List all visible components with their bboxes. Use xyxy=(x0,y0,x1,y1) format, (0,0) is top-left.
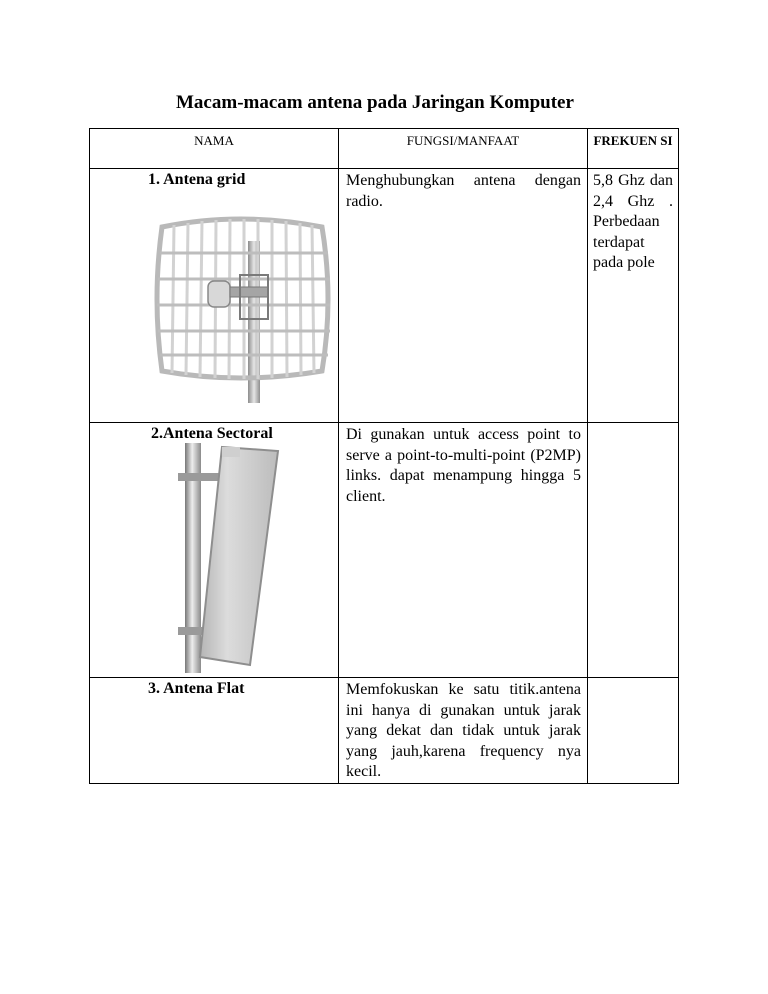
function-sectoral: Di gunakan untuk access point to serve a point-to-multi-point (P2MP) links. dapat menampung hingga 5 client. xyxy=(346,426,581,505)
antenna-name-flat: 3. Antena Flat xyxy=(148,680,245,697)
header-fungsi-label: FUNGSI/MANFAAT xyxy=(406,133,520,148)
cell-frequency-flat xyxy=(588,678,679,784)
cell-frequency-grid xyxy=(588,169,679,423)
table-header-row xyxy=(90,129,679,169)
feed-arm-shape xyxy=(230,287,268,297)
cell-function-sectoral xyxy=(339,423,588,678)
antenna-table xyxy=(89,128,679,784)
header-frekuensi xyxy=(588,129,679,169)
antenna-name-sectoral: 2.Antena Sectoral xyxy=(151,425,273,442)
cell-name-sectoral xyxy=(90,423,339,678)
sectoral-antenna-image xyxy=(90,443,339,675)
header-nama-label: NAMA xyxy=(194,133,234,148)
frequency-flat xyxy=(588,678,678,680)
table-row xyxy=(90,423,679,678)
cell-frequency-sectoral xyxy=(588,423,679,678)
antenna-name-grid: 1. Antena grid xyxy=(148,171,246,188)
table-row xyxy=(90,169,679,423)
grid-dish-shape xyxy=(157,219,330,379)
page-title: Macam-macam antena pada Jaringan Komputer xyxy=(176,92,574,113)
grid-antenna-image xyxy=(90,189,339,409)
header-frekuensi-label: FREKUEN SI xyxy=(593,133,673,148)
frequency-sectoral xyxy=(588,423,678,425)
frequency-grid: 5,8 Ghz dan 2,4 Ghz . Perbedaan terdapat pada pole xyxy=(593,172,673,271)
table-row xyxy=(90,678,679,784)
panel-cap-shape xyxy=(222,447,240,457)
feed-horn-shape xyxy=(208,281,230,307)
function-grid: Menghubungkan antena dengan radio. xyxy=(346,172,581,210)
function-flat: Memfokuskan ke satu titik.antena ini hanya di gunakan untuk jarak yang dekat dan tidak untuk jarak yang jauh,karena frequency nya kecil. xyxy=(346,681,581,780)
header-fungsi xyxy=(339,129,588,169)
cell-name-flat xyxy=(90,678,339,784)
cell-function-flat xyxy=(339,678,588,784)
cell-function-grid xyxy=(339,169,588,423)
cell-name-grid xyxy=(90,169,339,423)
header-nama xyxy=(90,129,339,169)
